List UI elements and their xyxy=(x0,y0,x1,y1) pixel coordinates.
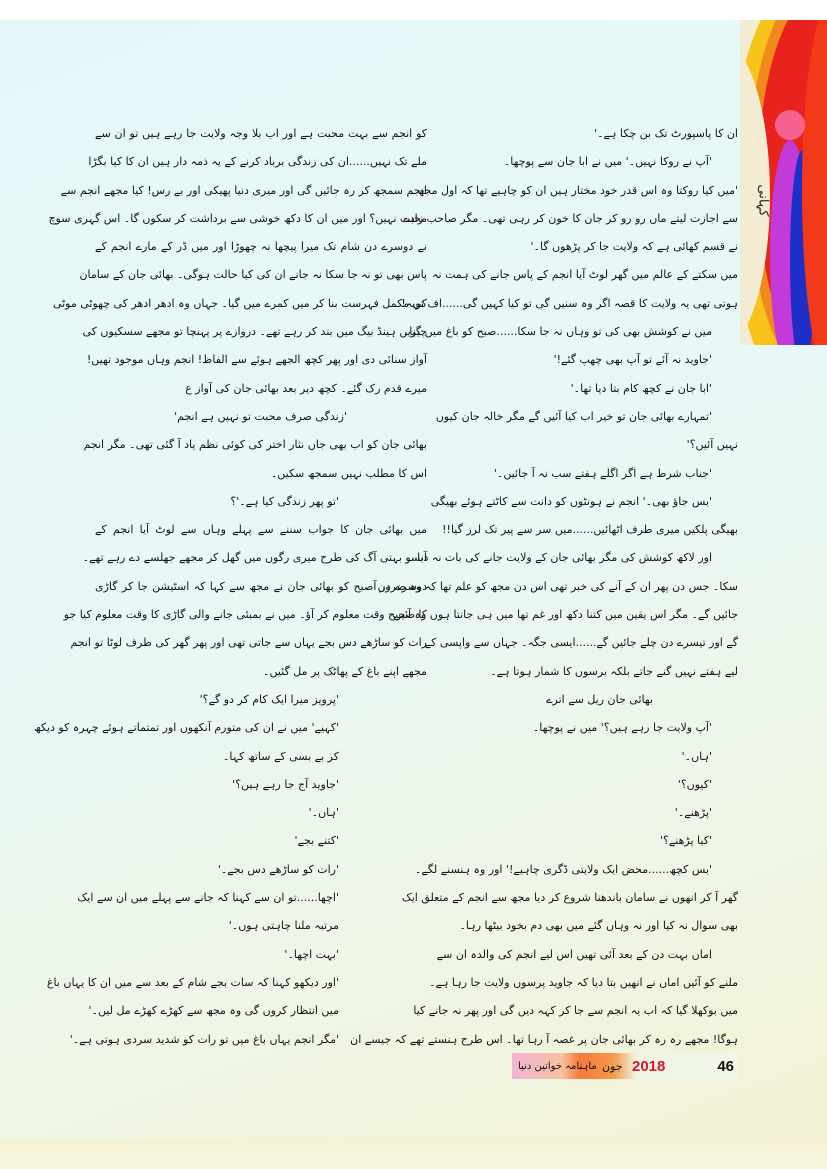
text-line: 'جاوید نہ آئے تو آپ بھی چھپ گئے!' xyxy=(553,353,712,367)
text-line: میں سکتے کے عالم میں گھر لوٹ آیا انجم کے پاس جانے کی ہمت نہ xyxy=(432,268,738,282)
text-line: 'مگر انجم یہاں باغ میں تو رات کو شدید سردی ہوتی ہے۔' xyxy=(69,1032,339,1046)
magazine-name: ماہنامہ خواتین دنیا xyxy=(518,1060,597,1072)
text-line: 'میں کیا روکتا وہ اس قدر خود مختار ہیں ان کو چاہیے تھا کہ اول مجھ xyxy=(417,183,738,197)
text-line: پاس بھی تو نہ جا سکا نہ جانے ان کی کیا حالت ہوگی۔ بھائی جان کے سامان xyxy=(79,268,427,282)
text-line: لیے ہفتے نہیں گنے جاتے بلکہ برسوں کا شمار ہوتا ہے۔ xyxy=(490,664,738,678)
text-line: گے اور تیسرے دن چلے جائیں گے......ایسی جگہ۔ جہاں سے واپسی کے xyxy=(424,636,738,650)
text-line: کو انجم سے بہت محبت ہے اور اب بلا وجہ ولایت جا رہے ہیں تو ان سے xyxy=(95,127,427,140)
text-line: ملنے کو آئیں اماں نے انھیں بتا دیا کہ جاوید پرسوں ولایت جا رہا ہے۔ xyxy=(429,975,738,989)
text-line: آواز سنائی دی اور پھر کچھ الجھے ہوئے سے الفاظ! انجم وہاں موجود تھیں! xyxy=(86,353,427,367)
text-line: کا صحیح وقت معلوم کر آؤ۔ میں نے بمبئی جانے والی گاڑی کا وقت معلوم کیا جو xyxy=(63,608,427,622)
top-margin xyxy=(0,0,827,20)
issue-year: 2018 xyxy=(632,1057,666,1075)
text-line: بھائی جان ریل سے اترے xyxy=(546,692,653,706)
text-line: چیزیں ہینڈ بیگ میں بند کر رہے تھے۔ دروازے پر پہنچا تو مجھے سسکیوں کی xyxy=(82,325,427,339)
text-line: بھائی جان کو اب بھی جاں نثار اختر کی کوئی نظم یاد آ گئی تھی۔ مگر انجم xyxy=(83,438,427,452)
text-line: میں نے کوشش بھی کی تو وہاں نہ جا سکا......صبح کو باغ میں گیا۔ xyxy=(402,325,712,339)
category-label xyxy=(748,170,778,230)
text-line: بھی سوال نہ کیا اور نہ وہاں گئے میں بھی دم بخود بیٹھا رہا۔ xyxy=(459,919,738,933)
text-line: 'بس جاؤ بھی۔' انجم نے ہونٹوں کو دانت سے کاٹتے ہوئے بھیگی xyxy=(430,494,712,508)
text-line: محبت نہیں؟ اور میں ان کا دکھ خوشی سے برداشت کر سکوں گا۔ اس گہری سوچ xyxy=(48,211,427,225)
text-line: 'اچھا......تو ان سے کہنا کہ جانے سے پہلے میں ان سے ایک xyxy=(77,891,339,905)
text-line: کی مکمل فہرست بنا کر میں کمرے میں گیا۔ جہاں وہ ادھر ادھر کی چھوٹی موٹی xyxy=(52,296,427,310)
text-line: 'جناب شرط ہے اگر اگلے ہفتے سب نہ آ جائیں۔' xyxy=(493,466,712,480)
text-line: بھیگی پلکیں میری طرف اٹھائیں......میں سر سے پیر تک لرز گیا!! xyxy=(442,523,738,537)
text-line: 'بس کچھ......محض ایک ولایتی ڈگری چاہیے!' اور وہ ہنسنے لگے۔ xyxy=(414,862,712,876)
text-line: اور لاکھ کوشش کی مگر بھائی جان کے ولایت جانے کی بات نہ دبا xyxy=(417,551,712,565)
text-line: 'آپ نے روکا نہیں۔' میں نے ابا جان سے پوچھا۔ xyxy=(503,155,712,169)
text-line: 'پڑھنے۔' xyxy=(674,806,712,820)
text-line: ملے تک نہیں......ان کی زندگی برباد کرنے کے یہ ذمہ دار ہیں ان کا کیا بگڑا xyxy=(88,155,427,169)
right-text-column xyxy=(350,120,738,1054)
text-line: ان کا پاسپورٹ تک بن چکا ہے۔' xyxy=(594,127,738,140)
text-line: گھر آ کر انھوں نے سامان باندھنا شروع کر دیا مجھ سے انجم کے متعلق ایک xyxy=(401,891,738,905)
left-text-column xyxy=(33,120,427,1054)
text-line: میں انتظار کروں گی وہ مجھ سے کھڑے کھڑے مل لیں۔' xyxy=(88,1004,339,1018)
text-line: آنسو بہتی آگ کی طرح میری رگوں میں گھل کر مجھے جھلسے دے رہے تھے۔ xyxy=(82,551,427,565)
text-line: 'ہاں۔' xyxy=(308,806,339,820)
text-line: اماں بہت دن کے بعد آئی تھیں اس لیے انجم کی والدہ ان سے xyxy=(436,947,712,961)
text-line: کر بے بسی کے ساتھ کہا۔ xyxy=(222,749,339,763)
text-line: 'رات کو ساڑھے دس بجے۔' xyxy=(217,862,339,876)
text-line: میں بوکھلا گیا کہ اب یہ انجم سے جا کر کہہ دیں گی اور پھر نہ جانے کیا xyxy=(413,1004,738,1018)
text-line: ہوتی تھی یہ ولایت کا قصہ اگر وہ سنیں گی تو کیا کہیں گی......اف توبہ! xyxy=(401,296,738,310)
text-line: 'کیا پڑھنے؟' xyxy=(660,834,712,848)
category-label-text: کہانی xyxy=(755,183,771,217)
text-line: میں بھائی جان کا جواب سننے سے پہلے وہاں سے لوٹ آیا انجم کے xyxy=(95,523,427,537)
text-line: نہیں آئیں؟' xyxy=(686,438,738,452)
text-line: 'ہاں۔' xyxy=(681,749,712,763)
text-line: مرتبہ ملنا چاہتی ہوں۔' xyxy=(228,919,339,933)
page-footer xyxy=(512,1053,738,1079)
text-line: 'پرویز میرا ایک کام کر دو گے؟' xyxy=(199,692,339,706)
issue-month: جون xyxy=(602,1059,623,1073)
text-line: دوسرے دن صبح کو بھائی جان نے مجھ سے کہا کہ اسٹیشن جا کر گاڑی xyxy=(95,579,427,593)
text-line: نے دوسرے دن شام تک میرا پیچھا نہ چھوڑا اور میں ڈر کے مارے انجم کے xyxy=(95,240,427,254)
text-line: مجھے اپنے باغ کے پھاٹک پر مل گئیں۔ xyxy=(263,664,427,678)
text-line: نے قسم کھائی ہے کہ ولایت جا کر پڑھوں گا۔' xyxy=(530,240,738,254)
bottom-margin xyxy=(0,1139,827,1169)
text-line: 'بہت اچھا۔' xyxy=(284,947,339,961)
text-line: 'جاوید آج جا رہے ہیں؟' xyxy=(232,777,339,791)
text-line: 'آپ ولایت جا رہے ہیں؟' میں نے پوچھا۔ xyxy=(532,721,712,735)
text-line: جائیں گے۔ مگر اس یقین میں کتنا دکھ اور غم تھا میں ہی جانتا ہوں وہ آئیں xyxy=(393,608,738,622)
text-line: اس کا مطلب نہیں سمجھ سکیں۔ xyxy=(270,466,427,480)
page-number: 46 xyxy=(717,1057,734,1075)
text-line: 'اور دیکھو کہنا کہ سات بجے شام کے بعد سے میں ان کا یہاں باغ xyxy=(46,975,339,989)
text-line: 'زندگی صرف محبت تو نہیں ہے انجم' xyxy=(174,409,347,423)
text-line: 'ابا جان نے کچھ کام بتا دیا تھا۔' xyxy=(570,381,712,395)
text-line: انجم سمجھ کر رہ جائیں گی اور میری دنیا پھیکی اور بے رس! کیا مجھے انجم سے xyxy=(60,183,427,197)
text-line: 'کتنے بجے' xyxy=(294,834,339,848)
text-line: سے اجازت لیتے ماں رو رو کر جان کا خون کر رہی تھی۔ مگر صاحب زادے xyxy=(403,211,738,225)
text-line: میرے قدم رک گئے۔ کچھ دیر بعد بھائی جان کی آواز ع xyxy=(185,381,427,395)
text-line: رات کو ساڑھے دس بجے یہاں سے جاتی تھی اور پھر گھر کی طرف لوٹا تو انجم xyxy=(70,636,427,650)
text-line: سکا۔ جس دن پھر ان کے آنے کی خبر تھی اس دن مجھ کو علم تھا کہ وہ ضرور آ xyxy=(373,579,738,593)
text-line: 'کہیے' میں نے ان کی متورم آنکھوں اور تمتماتے ہوئے چہرہ کو دیکھ xyxy=(33,721,339,735)
text-line: 'تو پھر زندگی کیا ہے۔'؟ xyxy=(230,494,339,508)
text-line: 'کیوں؟' xyxy=(677,777,712,791)
text-line: ہوگا! مجھے رہ رہ کر بھائی جان پر غصہ آ رہا تھا۔ اس طرح ہنستے تھے کہ جیسے ان xyxy=(350,1032,738,1046)
text-line: 'تمہارے بھائی جان تو خیر اب کیا آئیں گے مگر خالہ جان کیوں xyxy=(435,409,712,423)
